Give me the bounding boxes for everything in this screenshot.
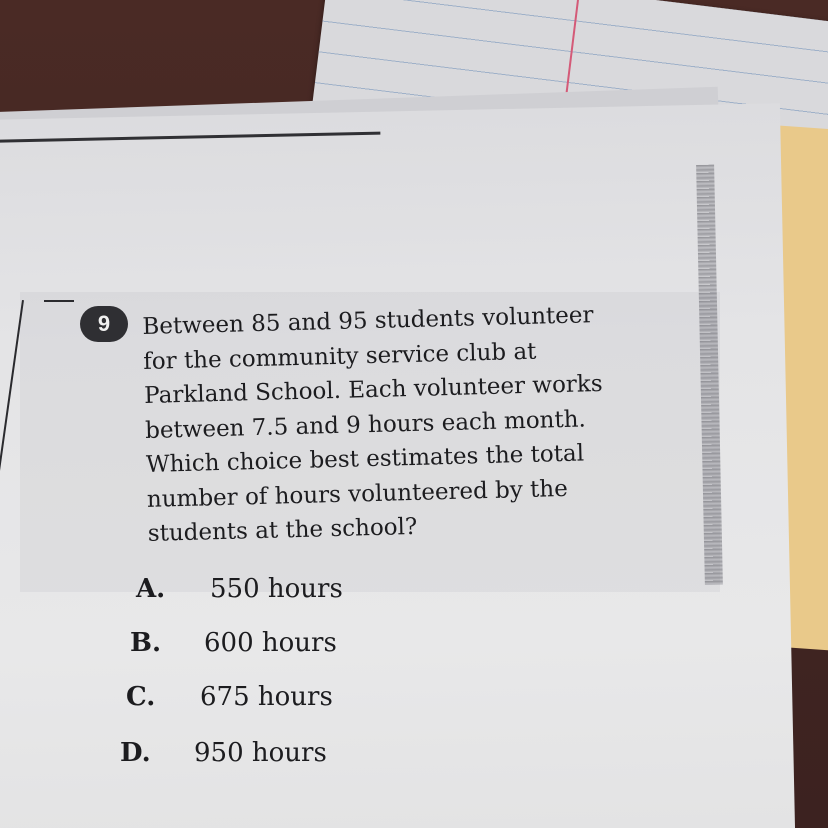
question-line: Between 85 and 95 students volunteer bbox=[142, 302, 594, 340]
choice-letter: B. bbox=[130, 628, 162, 658]
question-line: students at the school? bbox=[147, 513, 418, 547]
choice-letter: A. bbox=[136, 574, 166, 604]
question-line: number of hours volunteered by the bbox=[146, 475, 569, 513]
choice-c[interactable] bbox=[126, 682, 333, 712]
question-line: between 7.5 and 9 hours each month. bbox=[144, 405, 587, 444]
choice-text: 950 hours bbox=[194, 738, 327, 768]
choice-b[interactable] bbox=[130, 628, 337, 658]
question-line: Which choice best estimates the total bbox=[145, 440, 585, 478]
choice-text: 675 hours bbox=[200, 682, 333, 712]
choice-a[interactable] bbox=[136, 574, 343, 604]
box-top-border bbox=[44, 300, 74, 302]
question-line: Parkland School. Each volunteer works bbox=[143, 370, 603, 409]
question-number-badge: 9 bbox=[80, 306, 128, 342]
choice-text: 600 hours bbox=[204, 628, 337, 658]
choice-text: 550 hours bbox=[210, 574, 343, 604]
choice-letter: C. bbox=[126, 682, 156, 712]
choice-d[interactable] bbox=[120, 738, 327, 768]
question-line: for the community service club at bbox=[143, 338, 537, 375]
question-text bbox=[142, 296, 668, 551]
choice-letter: D. bbox=[120, 738, 151, 768]
